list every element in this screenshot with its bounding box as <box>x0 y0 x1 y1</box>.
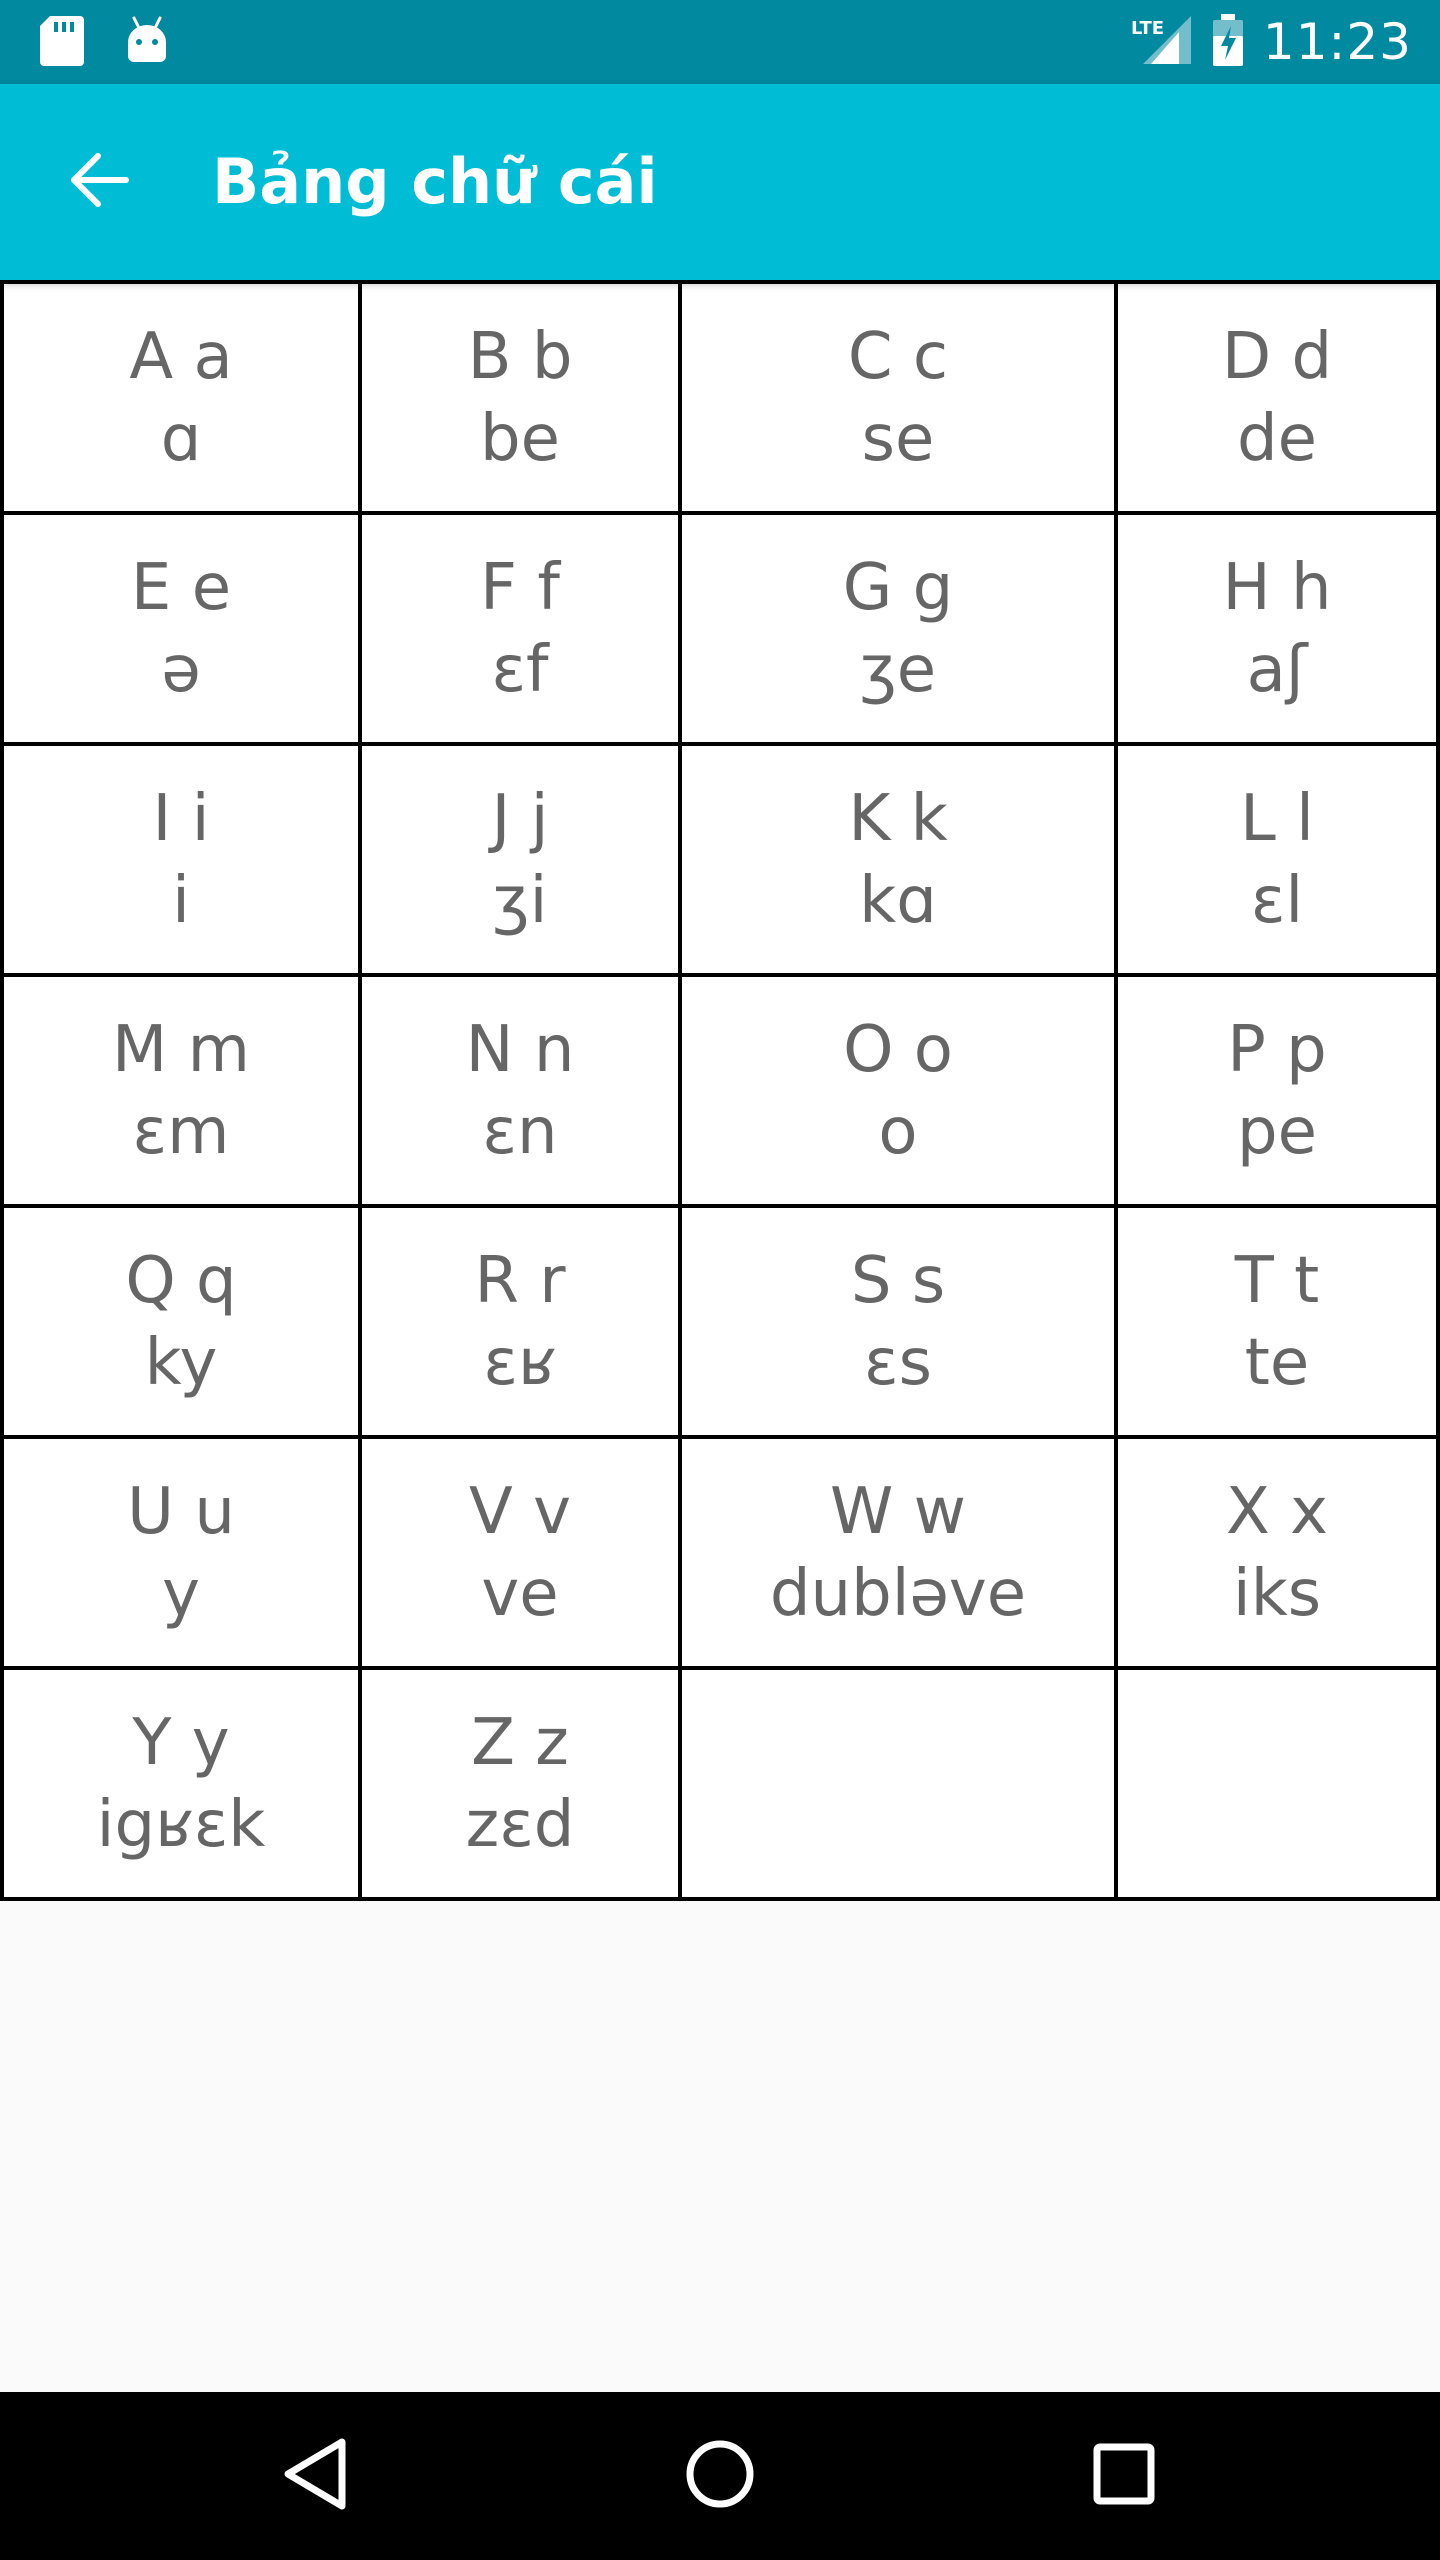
pronunciation-label: ʒi <box>492 863 548 938</box>
navigation-bar <box>0 2392 1440 2560</box>
letter-label: U u <box>127 1474 235 1549</box>
nav-home-icon <box>684 2438 756 2514</box>
letter-cell[interactable] <box>1114 511 1440 746</box>
empty-cell <box>678 1666 1118 1901</box>
letter-label: S s <box>850 1243 946 1318</box>
pronunciation-label: y <box>162 1556 200 1631</box>
letter-label: I i <box>152 781 210 856</box>
pronunciation-label: ə <box>161 632 201 707</box>
letter-label: L l <box>1240 781 1314 856</box>
pronunciation-label: ɛs <box>864 1325 932 1400</box>
letter-cell[interactable] <box>678 280 1118 515</box>
nav-home-button[interactable] <box>660 2426 780 2526</box>
letter-cell[interactable] <box>678 1204 1118 1439</box>
pronunciation-label: zɛd <box>465 1787 575 1862</box>
nav-recents-button[interactable] <box>1064 2426 1184 2526</box>
letter-cell[interactable] <box>1114 1435 1440 1670</box>
arrow-back-icon <box>68 148 132 216</box>
nav-back-button[interactable] <box>255 2426 375 2526</box>
letter-label: R r <box>474 1243 566 1318</box>
letter-cell[interactable] <box>358 280 682 515</box>
letter-label: P p <box>1227 1012 1327 1087</box>
pronunciation-label: ʒe <box>859 632 937 707</box>
status-time: 11:23 <box>1262 13 1412 71</box>
pronunciation-label: aʃ <box>1246 632 1308 707</box>
letter-label: A a <box>129 319 233 394</box>
sd-card-icon <box>40 14 84 72</box>
pronunciation-label: ve <box>481 1556 559 1631</box>
letter-label: C c <box>847 319 949 394</box>
letter-cell[interactable] <box>358 973 682 1208</box>
pronunciation-label: ɛf <box>491 632 549 707</box>
status-left-icons <box>40 14 170 72</box>
pronunciation-label: pe <box>1237 1094 1317 1169</box>
letter-cell[interactable] <box>0 511 362 746</box>
letter-cell[interactable] <box>358 511 682 746</box>
letter-label: T t <box>1234 1243 1320 1318</box>
pronunciation-label: dubləve <box>769 1556 1027 1631</box>
letter-label: W w <box>830 1474 966 1549</box>
empty-cell <box>1114 1666 1440 1901</box>
page-title: Bảng chữ cái <box>212 145 658 218</box>
pronunciation-label: ɛn <box>482 1094 558 1169</box>
pronunciation-label: igʁɛk <box>96 1787 266 1862</box>
pronunciation-label: te <box>1244 1325 1310 1400</box>
app-bar <box>0 84 1440 280</box>
letter-cell[interactable] <box>0 1204 362 1439</box>
network-type-label: LTE <box>1130 18 1164 39</box>
letter-label: K k <box>848 781 948 856</box>
pronunciation-label: kɑ <box>859 863 937 938</box>
letter-label: M m <box>112 1012 250 1087</box>
letter-label: G g <box>842 550 954 625</box>
letter-label: X x <box>1225 1474 1329 1549</box>
letter-cell[interactable] <box>358 1435 682 1670</box>
pronunciation-label: i <box>172 863 190 938</box>
pronunciation-label: ɛl <box>1250 863 1304 938</box>
pronunciation-label: ky <box>144 1325 218 1400</box>
letter-cell[interactable] <box>358 1666 682 1901</box>
letter-label: E e <box>130 550 232 625</box>
pronunciation-label: ɛm <box>132 1094 230 1169</box>
letter-cell[interactable] <box>678 742 1118 977</box>
pronunciation-label: se <box>861 401 935 476</box>
letter-label: V v <box>469 1474 571 1549</box>
letter-cell[interactable] <box>678 1435 1118 1670</box>
letter-cell[interactable] <box>0 1435 362 1670</box>
letter-cell[interactable] <box>358 1204 682 1439</box>
letter-cell[interactable] <box>0 1666 362 1901</box>
nav-recents-icon <box>1092 2442 1156 2510</box>
letter-label: Y y <box>132 1705 230 1780</box>
letter-cell[interactable] <box>0 742 362 977</box>
letter-cell[interactable] <box>358 742 682 977</box>
letter-label: D d <box>1221 319 1333 394</box>
letter-cell[interactable] <box>678 511 1118 746</box>
pronunciation-label: ɛʁ <box>483 1325 557 1400</box>
letter-label: J j <box>491 781 549 856</box>
letter-cell[interactable] <box>1114 1204 1440 1439</box>
letter-cell[interactable] <box>1114 742 1440 977</box>
pronunciation-label: be <box>480 401 560 476</box>
android-icon <box>124 16 170 70</box>
pronunciation-label: ɑ <box>160 401 202 476</box>
letter-label: O o <box>843 1012 953 1087</box>
letter-label: H h <box>1222 550 1332 625</box>
pronunciation-label: de <box>1237 401 1317 476</box>
pronunciation-label: o <box>878 1094 918 1169</box>
battery-charging-icon <box>1211 12 1245 72</box>
letter-cell[interactable] <box>678 973 1118 1208</box>
letter-cell[interactable] <box>1114 280 1440 515</box>
back-button[interactable] <box>50 132 150 232</box>
letter-cell[interactable] <box>0 973 362 1208</box>
status-bar <box>0 0 1440 84</box>
pronunciation-label: iks <box>1232 1556 1322 1631</box>
letter-label: B b <box>467 319 573 394</box>
letter-label: N n <box>465 1012 575 1087</box>
nav-back-icon <box>280 2436 350 2516</box>
letter-label: Z z <box>471 1705 569 1780</box>
letter-cell[interactable] <box>1114 973 1440 1208</box>
signal-icon <box>1129 12 1193 72</box>
letter-label: F f <box>480 550 560 625</box>
letter-cell[interactable] <box>0 280 362 515</box>
letter-label: Q q <box>125 1243 237 1318</box>
status-right-icons <box>1129 0 1412 84</box>
